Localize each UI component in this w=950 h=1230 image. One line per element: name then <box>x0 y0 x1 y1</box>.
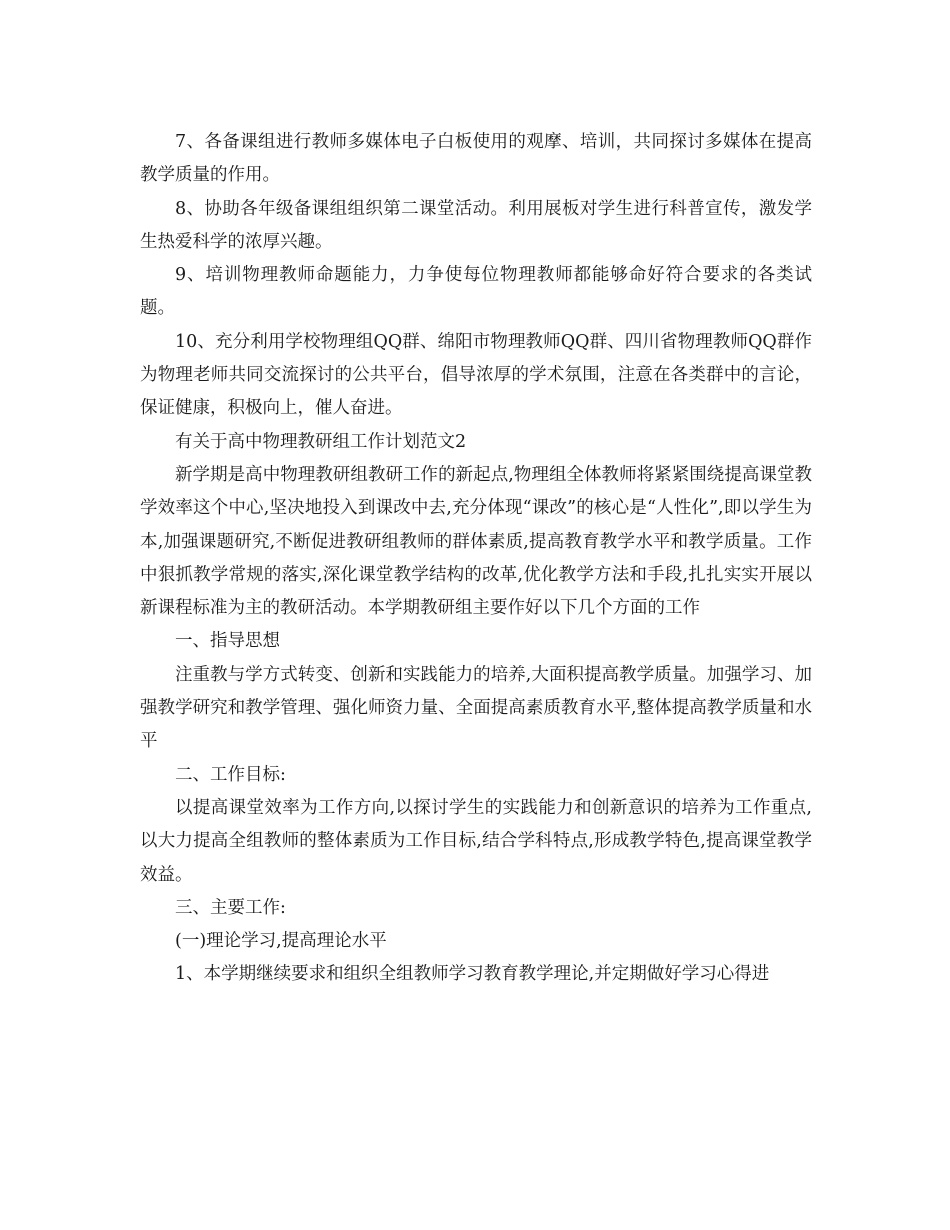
theory-study-paragraph: 1、本学期继续要求和组织全组教师学习教育教学理论,并定期做好学习心得进 <box>175 964 770 985</box>
heading-main-work: 三、主要工作: <box>175 897 286 918</box>
section-title: 有关于高中物理教研组工作计划范文2 <box>175 431 467 452</box>
paragraph-item-9: 9、培训物理教师命题能力，力争使每位物理教师都能够命好符合要求的各类试题。 <box>140 265 812 319</box>
work-goals-paragraph: 以提高课堂效率为工作方向,以探讨学生的实践能力和创新意识的培养为工作重点,以大力提高全组教师的整体素质为工作目标,结合学科特点,形成教学特色,提高课堂教学效益。 <box>140 797 812 885</box>
document-body <box>140 126 812 992</box>
intro-paragraph: 新学期是高中物理教研组教研工作的新起点,物理组全体教师将紧紧围绕提高课堂教学效率这个中心,坚决地投入到课改中去,充分体现“课改”的核心是“人性化”,即以学生为本,加强课题研究,不断促进教研组教师的群体素质,提高教育教学水平和教学质量。工作中狠抓教学常规的落实,深化课堂教学结构的改革,优化教学方法和手段,扎扎实实开展以新课程标准为主的教研活动。本学期教研组主要作好以下几个方面的工作 <box>140 464 812 619</box>
heading-work-goals: 二、工作目标: <box>175 764 286 785</box>
heading-guiding-ideology: 一、指导思想 <box>175 631 280 652</box>
paragraph-item-7: 7、各备课组进行教师多媒体电子白板使用的观摩、培训，共同探讨多媒体在提高教学质量的作用。 <box>140 132 812 186</box>
guiding-ideology-paragraph: 注重教与学方式转变、创新和实践能力的培养,大面积提高教学质量。加强学习、加强教学研究和教学管理、强化师资力量、全面提高素质教育水平,整体提高教学质量和水平 <box>140 664 812 752</box>
paragraph-item-8: 8、协助各年级备课组组织第二课堂活动。利用展板对学生进行科普宣传，激发学生热爱科学的浓厚兴趣。 <box>140 198 812 252</box>
paragraph-item-10: 10、充分利用学校物理组QQ群、绵阳市物理教师QQ群、四川省物理教师QQ群作为物理老师共同交流探讨的公共平台，倡导浓厚的学术氛围，注意在各类群中的言论，保证健康，积极向上，催人奋进。 <box>140 331 812 419</box>
subheading-theory-study: (一)理论学习,提高理论水平 <box>175 931 387 952</box>
